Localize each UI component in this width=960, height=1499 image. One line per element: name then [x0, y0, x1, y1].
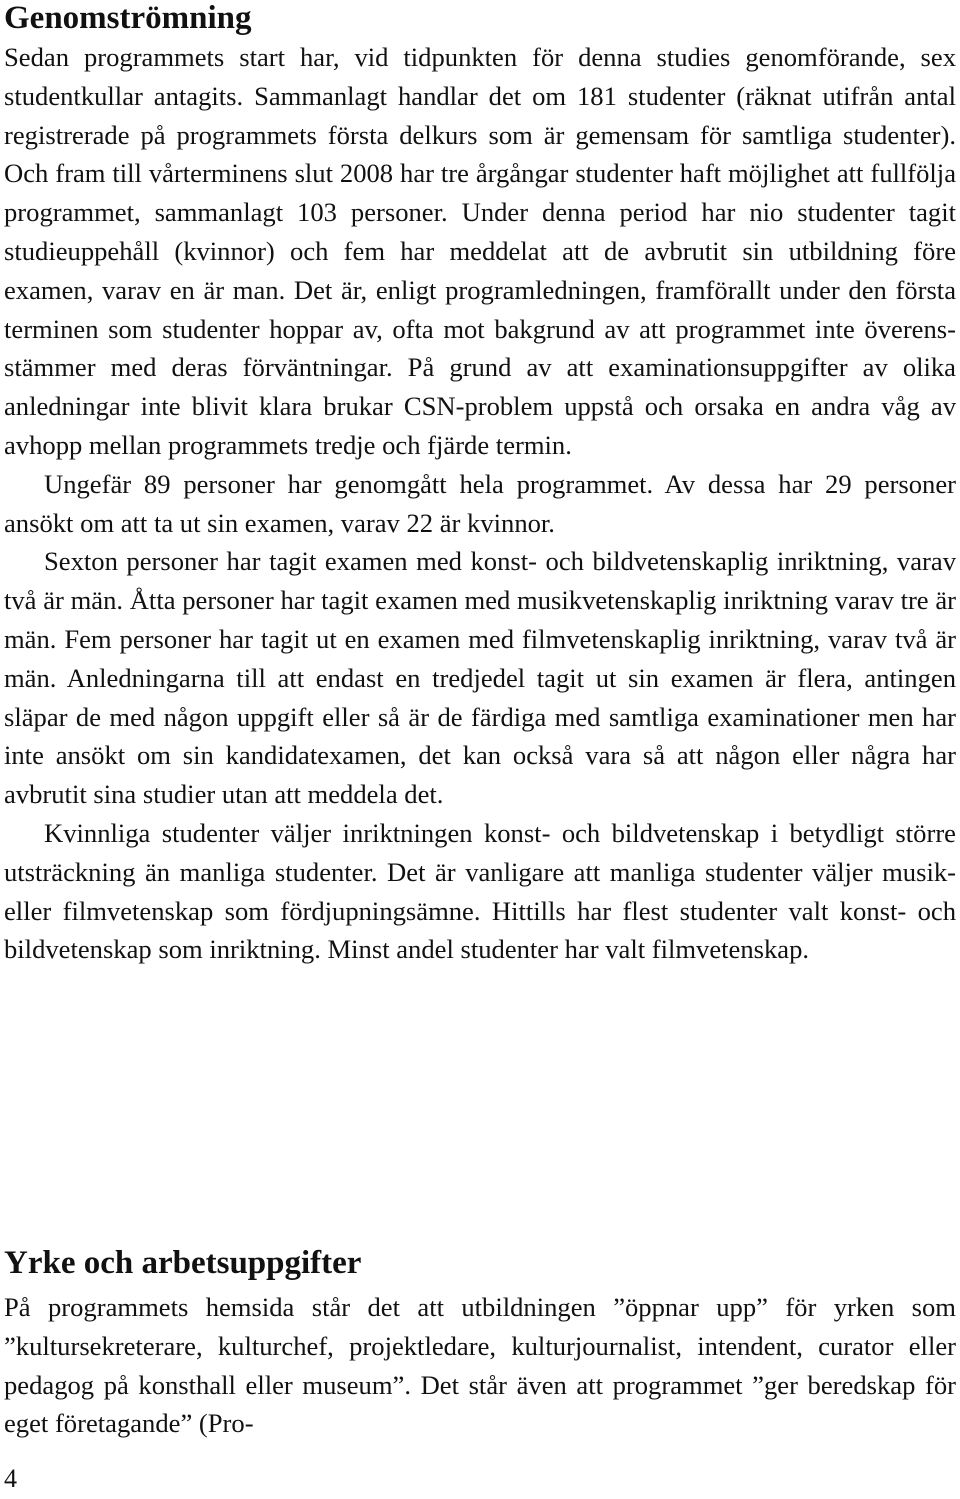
section-body-genomstromning [4, 38, 956, 969]
section-body-yrke [4, 1288, 956, 1443]
paragraph: På programmets hemsida står det att utbildningen ”öppnar upp” för yrken som ”kultursekreterare, kulturchef, projektledare, kulturjournalist, intendent, curator eller pedagog på konsthall eller museum”. Det står även att programmet ”ger beredskap för eget företagande” (Pro- [4, 1292, 956, 1439]
page-number: 4 [4, 1464, 17, 1493]
paragraph: Sexton personer har tagit examen med konst- och bildvetenskaplig inriktning, varav två är män. Åtta personer har tagit examen med musikvetenskaplig inriktning varav tre är män. Fem personer har tagit ut en examen med filmvetenskaplig inriktning, varav två är män. Anledningarna till att endast en tredjedel tagit ut sin examen är flera, antingen släpar de med någon uppgift eller så är de färdiga med samtliga examinationer men har inte ansökt om sin kandidatexamen, det kan också vara så att någon eller några har avbrutit sina studier utan att meddela det. [4, 546, 956, 810]
section-heading-genomstromning: Genomströmning [4, 0, 252, 36]
paragraph: Sedan programmets start har, vid tidpunkten för denna studies genomförande, sex studentkullar antagits. Sammanlagt handlar det om 181 studenter (räknat utifrån antal registrerade på programmets första delkurs som är gemensam för samtliga studenter). Och fram till vårterminens slut 2008 har tre årgångar studenter haft möjlighet att fullfölja programmet, sammanlagt 103 personer. Under denna period har nio studenter tagit studieuppehåll (kvinnor) och fem har meddelat att de avbrutit sin utbildning före examen, varav en är man. Det är, enligt programledningen, framförallt under den första terminen som studenter hoppar av, ofta mot bakgrund av att programmet inte överensstämmer med deras förväntningar. På grund av att examinationsuppgifter av olika anledningar inte blivit klara brukar CSN-problem uppstå och orsaka en andra våg av avhopp mellan programmets tredje och fjärde termin. [4, 42, 956, 460]
paragraph: Kvinnliga studenter väljer inriktningen konst- och bildvetenskap i betydligt större utsträckning än manliga studenter. Det är vanligare att manliga studenter väljer musik- eller filmvetenskap som fördjupningsämne. Hittills har flest studenter valt konst- och bildvetenskap som inriktning. Minst andel studenter har valt filmvetenskap. [4, 817, 956, 965]
paragraph: Ungefär 89 personer har genomgått hela programmet. Av dessa har 29 personer ansökt om att ta ut sin examen, varav 22 är kvinnor. [4, 468, 956, 538]
section-heading-yrke-och-arbetsuppgifter: Yrke och arbetsuppgifter [4, 1245, 362, 1281]
